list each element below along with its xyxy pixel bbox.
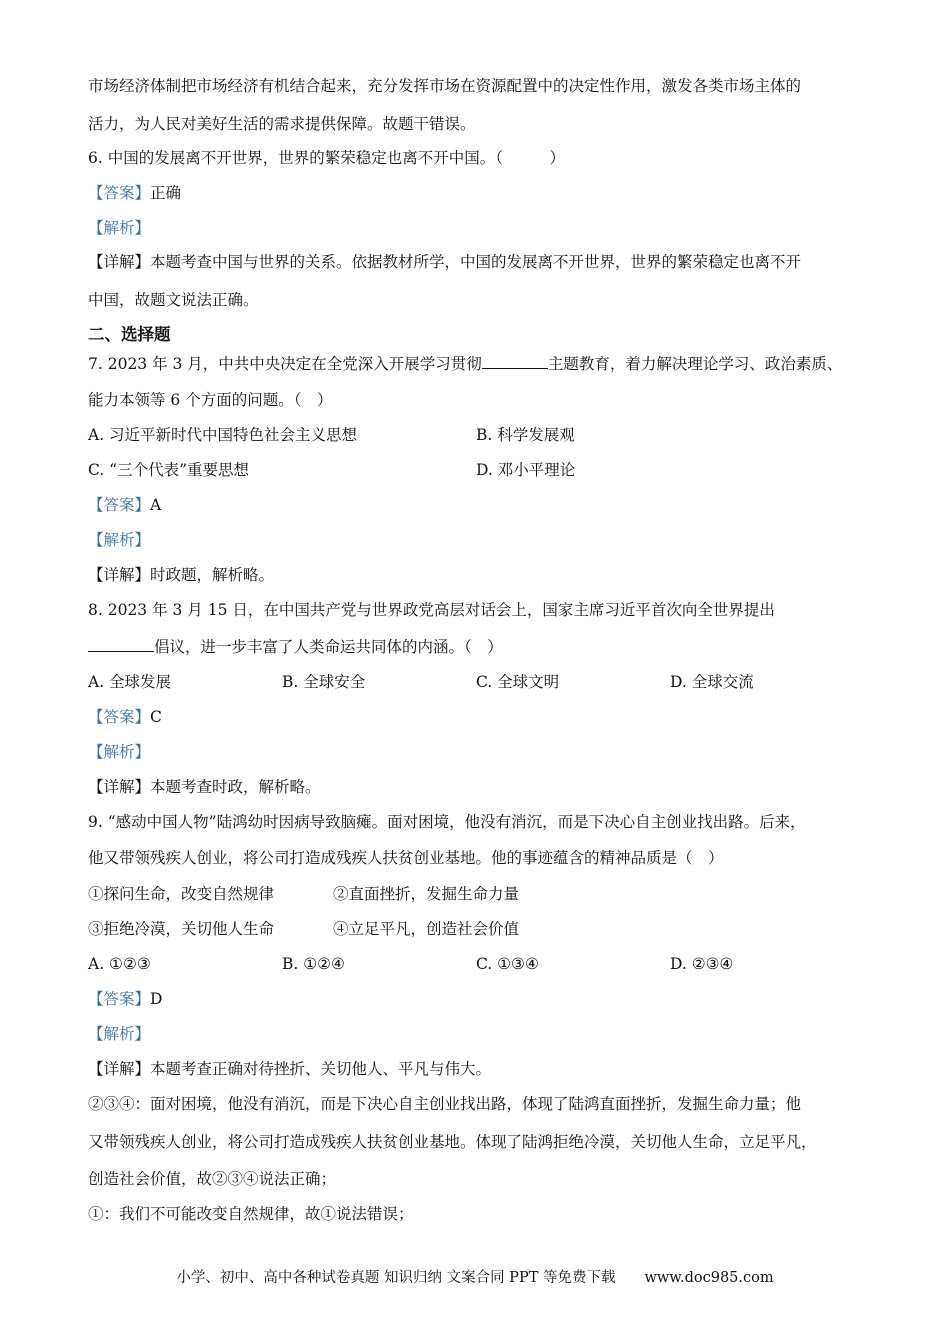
- question-9-answer: [88, 989, 162, 1009]
- detail-text: 本题考查时政，解析略。: [150, 778, 321, 796]
- question-9-option-b: B. ①②④: [282, 955, 345, 973]
- question-9-detail: [88, 1059, 491, 1079]
- question-9-option-a: A. ①②③: [88, 955, 151, 973]
- detail-text: 本题考查中国与世界的关系。依据教材所学，中国的发展离不开世界，世界的繁荣稳定也离不开: [150, 253, 802, 271]
- question-9-analysis-tag: 【解析】: [88, 1025, 151, 1043]
- question-8-option-a: A. 全球发展: [88, 673, 172, 691]
- answer-tag: 【答案】: [88, 184, 151, 202]
- question-6-detail-line-1: [88, 252, 801, 272]
- question-9-statement-2: ②直面挫折，发掘生命力量: [333, 885, 520, 903]
- question-9-statement-4: ④立足平凡，创造社会价值: [333, 920, 520, 938]
- detail-tag: 【详解】: [88, 566, 151, 584]
- answer-value: D: [150, 990, 163, 1008]
- question-9-stem-line-1: 9. “感动中国人物”陆鸿幼时因病导致脑瘫。面对困境，他没有消沉，而是下决心自主创业找出路。后来，: [88, 813, 806, 831]
- question-9-option-d: D. ②③④: [670, 955, 734, 973]
- question-8-option-b: B. 全球安全: [282, 673, 366, 691]
- answer-tag: 【答案】: [88, 496, 151, 514]
- question-8-answer: [88, 707, 162, 727]
- answer-value: C: [150, 708, 162, 726]
- question-8-detail: [88, 777, 321, 797]
- question-9-explanation-line-4: ①：我们不可能改变自然规律，故①说法错误；: [88, 1205, 414, 1223]
- question-9-option-c: C. ①③④: [476, 955, 539, 973]
- question-6-detail-line-2: 中国，故题文说法正确。: [88, 291, 259, 309]
- question-8-stem-part: 倡议，进一步丰富了人类命运共同体的内涵。（ ）: [154, 638, 503, 656]
- detail-tag: 【详解】: [88, 1060, 151, 1078]
- question-8-option-d: D. 全球交流: [670, 673, 754, 691]
- question-9-explanation-line-3: 创造社会价值，故②③④说法正确；: [88, 1170, 337, 1188]
- question-9-explanation-line-2: 又带领残疾人创业，将公司打造成残疾人扶贫创业基地。体现了陆鸿拒绝冷漠，关切他人生命，立足平凡，: [88, 1133, 817, 1151]
- question-8-stem-line-2: [88, 637, 503, 657]
- question-7-stem-line-2: 能力本领等 6 个方面的问题。（ ）: [88, 391, 333, 409]
- detail-tag: 【详解】: [88, 253, 151, 271]
- answer-tag: 【答案】: [88, 990, 151, 1008]
- question-7-option-b: B. 科学发展观: [476, 426, 575, 444]
- question-6-answer: [88, 183, 181, 203]
- question-7-stem-part-2: 主题教育，着力解决理论学习、政治素质、: [547, 355, 843, 373]
- question-7-option-d: D. 邓小平理论: [476, 461, 576, 479]
- question-9-explanation-line-1: ②③④：面对困境，他没有消沉，而是下决心自主创业找出路，体现了陆鸿直面挫折，发掘生命力量；他: [88, 1095, 802, 1113]
- question-8-stem-line-1: 8. 2023 年 3 月 15 日，在中国共产党与世界政党高层对话会上，国家主席习近平首次向全世界提出: [88, 601, 775, 619]
- question-7-option-c: C. “三个代表”重要思想: [88, 461, 250, 479]
- question-9-stem-line-2: 他又带领残疾人创业，将公司打造成残疾人扶贫创业基地。他的事迹蕴含的精神品质是（ ）: [88, 849, 724, 867]
- detail-text: 本题考查正确对待挫折、关切他人、平凡与伟大。: [150, 1060, 492, 1078]
- answer-tag: 【答案】: [88, 708, 151, 726]
- answer-value: A: [150, 496, 162, 514]
- question-7-analysis-tag: 【解析】: [88, 531, 151, 549]
- answer-value: 正确: [150, 184, 182, 202]
- detail-tag: 【详解】: [88, 778, 151, 796]
- fill-blank: [482, 354, 548, 369]
- prev-text-line-1: 市场经济体制把市场经济有机结合起来，充分发挥市场在资源配置中的决定性作用，激发各类市场主体的: [88, 77, 802, 95]
- question-9-statement-1: ①探问生命，改变自然规律: [88, 885, 275, 903]
- fill-blank: [88, 637, 154, 652]
- question-7-answer: [88, 495, 161, 515]
- question-6-stem: 6. 中国的发展离不开世界，世界的繁荣稳定也离不开中国。（ ）: [88, 149, 565, 167]
- detail-text: 时政题，解析略。: [150, 566, 275, 584]
- question-8-analysis-tag: 【解析】: [88, 743, 151, 761]
- question-7-stem-line-1: [88, 354, 842, 374]
- question-9-statement-3: ③拒绝冷漠，关切他人生命: [88, 920, 275, 938]
- question-7-detail: [88, 565, 274, 585]
- page-footer: 小学、初中、高中各种试卷真题 知识归纳 文案合同 PPT 等免费下载 www.doc985.com: [176, 1270, 774, 1286]
- prev-text-line-2: 活力，为人民对美好生活的需求提供保障。故题干错误。: [88, 115, 476, 133]
- question-6-analysis-tag: 【解析】: [88, 219, 151, 237]
- question-7-option-a: A. 习近平新时代中国特色社会主义思想: [88, 426, 358, 444]
- section-title: 二、选择题: [88, 325, 171, 344]
- question-7-stem-part-1: 7. 2023 年 3 月，中共中央决定在全党深入开展学习贯彻: [88, 355, 482, 373]
- question-8-option-c: C. 全球文明: [476, 673, 560, 691]
